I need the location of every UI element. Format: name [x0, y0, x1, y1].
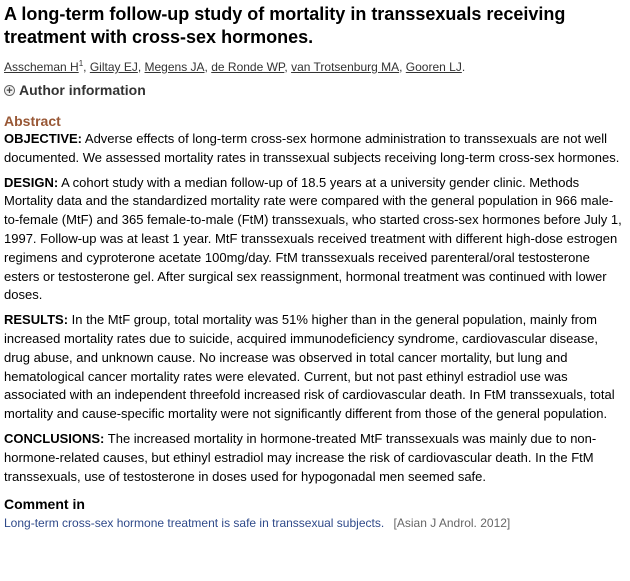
abstract-section-label: RESULTS: — [4, 312, 69, 328]
author-separator: , — [204, 60, 212, 74]
abstract-section — [4, 311, 626, 424]
author-information-toggle[interactable] — [4, 81, 626, 99]
abstract-section-label: CONCLUSIONS: — [4, 430, 105, 446]
author-affiliation-sup: 1 — [78, 59, 84, 68]
author-link[interactable]: Gooren LJ — [405, 60, 462, 74]
abstract-section-text: In the MtF group, total mortality was 51% higher than in the general population, mainly from increased mortality rates due to suicide, acquired immunodeficiency syndrome, cardiovascular disease, drug abuse, and unknown cause. No increase was observed in total cancer mortality, but lung and hematological cancer mortality rates were elevated. Current, but not past ethinyl estradiol use was associated with an independent threefold increased risk of cardiovascular death. In FtM transsexuals, total mortality and cause-specific mortality were not significantly different from those of the general population. — [4, 312, 615, 422]
abstract-section — [4, 430, 626, 486]
comment-link[interactable]: Long-term cross-sex hormone treatment is safe in transsexual subjects. — [4, 516, 385, 531]
comment-citation: [Asian J Androl. 2012] — [393, 516, 511, 531]
author-link[interactable]: de Ronde WP — [211, 60, 285, 74]
abstract-section — [4, 174, 626, 306]
abstract-section-text: A cohort study with a median follow-up of 18.5 years at a university gender clinic. Methods Mortality data and the standardized mortality rate were compared with the general population in 966 male-to-female (MtF) and 365 female-to-male (FtM) transsexuals, who started cross-sex hormones before July 1, 1997. Follow-up was at least 1 year. MtF transsexuals received treatment with different high-dose estrogen regimens and cyproterone acetate 100mg/day. FtM transsexuals received parenteral/oral testosterone esters or testosterone gel. After surgical sex reassignment, hormonal treatment was continued with lower doses. — [4, 174, 622, 303]
author-separator: , — [399, 60, 406, 74]
expand-plus-icon: + — [4, 85, 15, 96]
abstract-section-label: DESIGN: — [4, 174, 59, 190]
article-title: A long-term follow-up study of mortality in transsexuals receiving treatment with cross-sex hormones. — [4, 4, 566, 47]
author-link[interactable]: van Trotsenburg MA — [291, 60, 400, 74]
author-list — [4, 56, 626, 75]
abstract-section-text: Adverse effects of long-term cross-sex hormone administration to transsexuals are not well documented. We assessed mortality rates in transsexual subjects receiving long-term cross-sex hormones. — [4, 131, 620, 165]
abstract-section — [4, 130, 626, 168]
author-separator: , — [83, 60, 90, 74]
author-link[interactable]: Giltay EJ — [89, 60, 138, 74]
author-link[interactable]: Megens JA — [144, 60, 205, 74]
author-link[interactable]: Asscheman H — [4, 60, 79, 74]
comment-in-entry — [4, 515, 626, 531]
comment-in-heading: Comment in — [4, 496, 85, 513]
abstract-section-label: OBJECTIVE: — [4, 131, 83, 146]
author-separator: , — [284, 60, 292, 74]
abstract-heading: Abstract — [4, 113, 61, 129]
author-information-label: Author information — [19, 82, 146, 98]
author-separator: . — [461, 60, 466, 74]
abstract-section-text: The increased mortality in hormone-treated MtF transsexuals was mainly due to non-hormone-related causes, but ethinyl estradiol may increase the risk of cardiovascular death. In the FtM transsexuals, use of testosterone in doses used for hypogonadal men seemed safe. — [4, 430, 597, 484]
abstract-body — [4, 130, 626, 486]
author-separator: , — [137, 60, 145, 74]
